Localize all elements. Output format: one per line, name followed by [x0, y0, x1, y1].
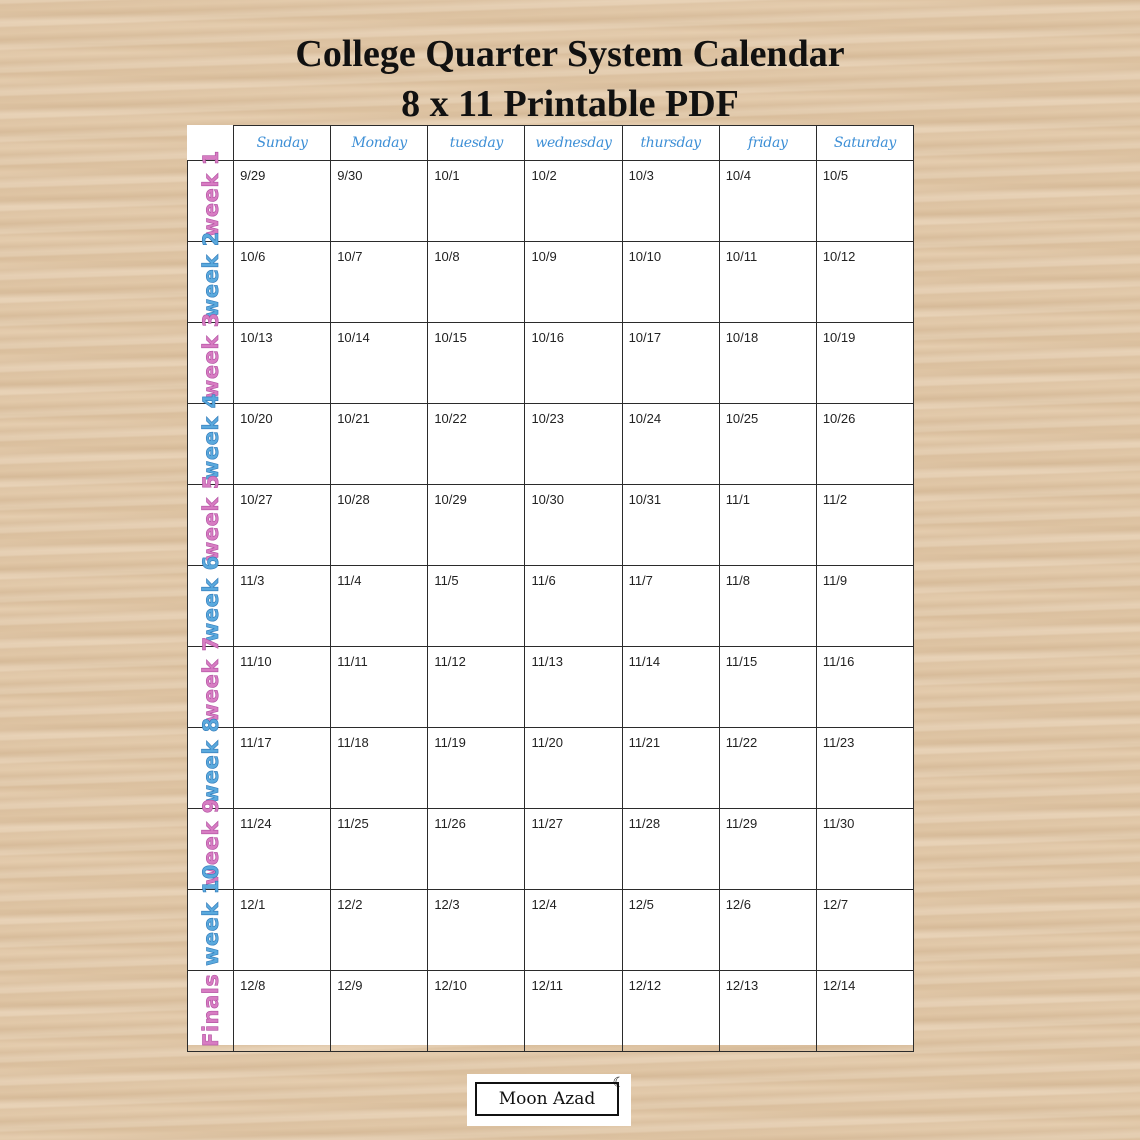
week-label: week 10: [198, 864, 223, 966]
day-cell: [525, 242, 622, 323]
day-cell: [428, 161, 525, 242]
day-cell: [525, 161, 622, 242]
date-label: 10/18: [725, 330, 759, 345]
date-label: 11/3: [240, 573, 265, 588]
date-label: 12/5: [628, 897, 654, 912]
day-cell: [234, 647, 331, 728]
date-label: 11/23: [822, 735, 855, 750]
date-label: 11/14: [628, 654, 661, 669]
day-cell: [234, 242, 331, 323]
date-label: 11/13: [531, 654, 564, 669]
day-cell: [622, 242, 719, 323]
day-cell: [234, 323, 331, 404]
week-row: [188, 242, 914, 323]
date-label: 10/7: [337, 249, 363, 264]
day-cell: [428, 485, 525, 566]
day-cell: [525, 890, 622, 971]
date-label: 10/16: [531, 330, 564, 345]
day-cell: [331, 485, 428, 566]
date-label: 11/21: [628, 735, 661, 750]
week-label: Finals: [198, 973, 223, 1047]
date-label: 10/8: [434, 249, 460, 264]
date-label: 10/4: [725, 168, 751, 183]
day-cell: [525, 404, 622, 485]
day-cell: [622, 809, 719, 890]
week-label-cell: [188, 636, 234, 728]
day-header-thursday: thursday: [622, 126, 719, 161]
date-label: 10/15: [434, 330, 467, 345]
day-cell: [428, 647, 525, 728]
date-label: 11/15: [725, 654, 758, 669]
day-cell: [331, 404, 428, 485]
date-label: 11/2: [822, 492, 848, 507]
day-header-tuesday: tuesday: [428, 126, 525, 161]
week-label: week 2: [198, 231, 223, 318]
brand-name: Moon Azad: [498, 1089, 596, 1109]
date-label: 10/29: [434, 492, 467, 507]
week-label: week 6: [198, 555, 223, 642]
week-label: week 3: [198, 312, 223, 399]
day-cell: [719, 647, 816, 728]
day-cell: [331, 809, 428, 890]
week-label-cell: [188, 717, 234, 809]
day-cell: [816, 647, 913, 728]
date-label: 12/12: [628, 978, 662, 993]
date-label: 11/24: [240, 816, 272, 831]
day-cell: [428, 728, 525, 809]
day-cell: [525, 647, 622, 728]
date-label: 10/20: [240, 411, 273, 426]
week-row: [188, 161, 914, 242]
week-label-cell: [188, 555, 234, 647]
week-row: [188, 323, 914, 404]
week-label: week 5: [198, 474, 223, 561]
day-header-wednesday: wednesday: [525, 126, 622, 161]
date-label: 10/1: [434, 168, 460, 183]
date-label: 11/11: [337, 654, 368, 669]
date-label: 10/26: [822, 411, 856, 426]
day-cell: [525, 323, 622, 404]
date-label: 12/3: [434, 897, 460, 912]
week-label: week 9: [198, 798, 223, 885]
date-label: 10/31: [628, 492, 662, 507]
date-label: 10/24: [628, 411, 662, 426]
week-label: week 7: [198, 636, 223, 723]
day-cell: [525, 485, 622, 566]
date-label: 11/7: [628, 573, 653, 588]
date-label: 12/8: [240, 978, 266, 993]
date-label: 11/18: [337, 735, 369, 750]
day-header-friday: friday: [719, 126, 816, 161]
day-cell: [234, 566, 331, 647]
day-cell: [234, 728, 331, 809]
day-cell: [234, 404, 331, 485]
week-label: week 8: [198, 717, 223, 804]
date-label: 11/22: [725, 735, 758, 750]
date-label: 11/12: [434, 654, 466, 669]
date-label: 11/5: [434, 573, 459, 588]
day-cell: [331, 323, 428, 404]
day-cell: [719, 809, 816, 890]
date-label: 12/7: [822, 897, 849, 912]
day-cell: [719, 323, 816, 404]
date-label: 11/19: [434, 735, 466, 750]
date-label: 9/30: [337, 168, 363, 183]
week-row: [188, 890, 914, 971]
day-cell: [234, 485, 331, 566]
date-label: 10/2: [531, 168, 557, 183]
day-cell: [719, 566, 816, 647]
date-label: 10/9: [531, 249, 557, 264]
day-cell: [719, 404, 816, 485]
day-cell: [622, 323, 719, 404]
day-cell: [622, 890, 719, 971]
page-subtitle: 8 x 11 Printable PDF: [401, 83, 739, 125]
day-cell: [234, 161, 331, 242]
date-label: 11/4: [337, 573, 362, 588]
week-label: week 4: [198, 393, 223, 480]
date-label: 11/9: [822, 573, 848, 588]
calendar-grid: [187, 125, 914, 1052]
day-cell: [428, 890, 525, 971]
day-cell: [622, 485, 719, 566]
day-cell: [719, 971, 816, 1052]
day-cell: [622, 647, 719, 728]
week-row: [188, 728, 914, 809]
day-cell: [816, 890, 913, 971]
page-title: College Quarter System Calendar: [295, 33, 845, 75]
date-label: 11/17: [240, 735, 272, 750]
week-row: [188, 809, 914, 890]
day-cell: [622, 404, 719, 485]
week-row: [188, 647, 914, 728]
week-row: [188, 566, 914, 647]
date-label: 10/23: [531, 411, 564, 426]
date-label: 10/21: [337, 411, 370, 426]
week-label-cell: [188, 150, 234, 242]
day-cell: [428, 971, 525, 1052]
day-cell: [719, 485, 816, 566]
day-cell: [525, 809, 622, 890]
day-cell: [428, 404, 525, 485]
week-label: week 1: [198, 150, 223, 237]
date-label: 10/14: [337, 330, 370, 345]
date-label: 12/9: [337, 978, 363, 993]
week-row: [188, 971, 914, 1052]
date-label: 11/8: [725, 573, 751, 588]
week-label-cell: [188, 312, 234, 404]
day-cell: [719, 161, 816, 242]
date-label: 12/13: [725, 978, 759, 993]
day-cell: [525, 971, 622, 1052]
week-row: [188, 404, 914, 485]
date-label: 11/25: [337, 816, 369, 831]
week-row: [188, 485, 914, 566]
day-cell: [816, 161, 913, 242]
day-cell: [234, 971, 331, 1052]
day-header-monday: Monday: [331, 126, 428, 161]
week-label-cell: [188, 864, 234, 971]
date-label: 11/16: [822, 654, 855, 669]
day-cell: [816, 404, 913, 485]
day-cell: [719, 242, 816, 323]
date-label: 12/11: [531, 978, 564, 993]
date-label: 10/3: [628, 168, 654, 183]
week-label-cell: [188, 231, 234, 323]
date-label: 10/17: [628, 330, 662, 345]
day-cell: [525, 728, 622, 809]
date-label: 10/30: [531, 492, 564, 507]
date-label: 10/11: [725, 249, 758, 264]
day-cell: [331, 728, 428, 809]
date-label: 10/27: [240, 492, 273, 507]
day-cell: [428, 809, 525, 890]
date-label: 9/29: [240, 168, 266, 183]
date-label: 12/1: [240, 897, 266, 912]
date-label: 10/22: [434, 411, 467, 426]
date-label: 10/6: [240, 249, 266, 264]
day-cell: [719, 728, 816, 809]
date-label: 11/28: [628, 816, 661, 831]
date-label: 12/10: [434, 978, 467, 993]
date-label: 10/28: [337, 492, 370, 507]
day-cell: [234, 890, 331, 971]
date-label: 11/30: [822, 816, 855, 831]
day-cell: [816, 728, 913, 809]
brand-box: [475, 1075, 625, 1116]
day-cell: [622, 566, 719, 647]
day-cell: [525, 566, 622, 647]
day-header-sunday: Sunday: [234, 126, 331, 161]
date-label: 11/10: [240, 654, 272, 669]
date-label: 10/12: [822, 249, 856, 264]
date-label: 12/4: [531, 897, 557, 912]
date-label: 10/13: [240, 330, 273, 345]
day-cell: [816, 323, 913, 404]
day-cell: [816, 485, 913, 566]
calendar-sheet: [187, 125, 914, 1045]
day-cell: [816, 971, 913, 1052]
date-label: 11/29: [725, 816, 758, 831]
week-label-cell: [188, 393, 234, 485]
day-cell: [331, 647, 428, 728]
day-cell: [622, 728, 719, 809]
day-header-saturday: Saturday: [816, 126, 913, 161]
day-cell: [331, 161, 428, 242]
date-label: 10/5: [822, 168, 849, 183]
day-cell: [816, 809, 913, 890]
week-label-cell: [188, 971, 234, 1052]
date-label: 10/19: [822, 330, 856, 345]
day-cell: [234, 809, 331, 890]
brand-logo: [467, 1074, 631, 1126]
date-label: 12/2: [337, 897, 363, 912]
day-cell: [428, 242, 525, 323]
day-cell: [331, 890, 428, 971]
date-label: 12/14: [822, 978, 856, 993]
day-cell: [719, 890, 816, 971]
date-label: 11/27: [531, 816, 564, 831]
day-cell: [816, 566, 913, 647]
day-cell: [331, 566, 428, 647]
day-cell: [331, 971, 428, 1052]
date-label: 11/6: [531, 573, 556, 588]
date-label: 11/1: [725, 492, 751, 507]
week-label-cell: [188, 474, 234, 566]
day-cell: [622, 161, 719, 242]
day-cell: [428, 566, 525, 647]
day-header-row: [188, 126, 914, 161]
date-label: 10/25: [725, 411, 759, 426]
day-cell: [816, 242, 913, 323]
date-label: 12/6: [725, 897, 751, 912]
day-cell: [331, 242, 428, 323]
crescent-moon-icon: ☾: [612, 1075, 625, 1091]
date-label: 11/20: [531, 735, 564, 750]
day-cell: [428, 323, 525, 404]
day-cell: [622, 971, 719, 1052]
date-label: 10/10: [628, 249, 662, 264]
date-label: 11/26: [434, 816, 466, 831]
